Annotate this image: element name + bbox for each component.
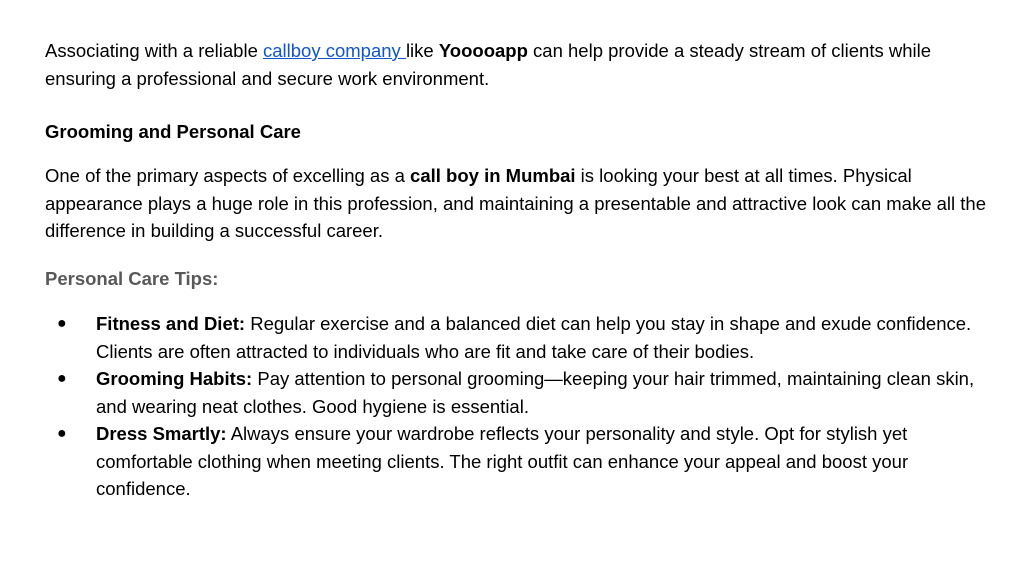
list-item xyxy=(45,365,985,420)
section-heading-grooming: Grooming and Personal Care xyxy=(45,121,301,142)
grooming-paragraph xyxy=(45,162,995,245)
bullet-icon: ● xyxy=(57,425,67,442)
intro-text-start: Associating with a reliable xyxy=(45,40,263,61)
intro-text-like: like xyxy=(405,40,439,61)
tip-title: Fitness and Diet: xyxy=(96,313,246,334)
intro-text-rest: can help provide a steady stream of clients while ensuring a professional and secure work environment. xyxy=(45,40,932,89)
bullet-icon: ● xyxy=(57,370,67,387)
tip-text: Always ensure your wardrobe reflects your personality and style. Opt for stylish yet comfortable clothing when meeting clients. The right outfit can enhance your appeal and boost your confidence. xyxy=(96,423,909,499)
tip-title: Dress Smartly: xyxy=(96,423,227,444)
tip-text: Regular exercise and a balanced diet can help you stay in shape and exude confidence. Clients are often attracted to individuals who are fit and take care of their bodies. xyxy=(96,313,972,362)
grooming-text-rest: is looking your best at all times. Physical appearance plays a huge role in this profession, and maintaining a presentable and attractive look can make all the difference in building a successful career. xyxy=(45,165,987,241)
brand-name: Yooooapp xyxy=(438,40,528,61)
tip-text: Pay attention to personal grooming—keeping your hair trimmed, maintaining clean skin, and wearing neat clothes. Good hygiene is essential. xyxy=(96,368,975,417)
section-heading-tips: Personal Care Tips: xyxy=(45,268,219,289)
personal-care-tips-list xyxy=(45,310,985,503)
list-item xyxy=(45,420,985,503)
list-item xyxy=(45,310,985,365)
intro-paragraph xyxy=(45,37,985,92)
tip-title: Grooming Habits: xyxy=(96,368,253,389)
callboy-company-link[interactable]: callboy company xyxy=(263,40,406,61)
grooming-bold-phrase: call boy in Mumbai xyxy=(410,165,576,186)
grooming-text-start: One of the primary aspects of excelling as a xyxy=(45,165,411,186)
bullet-icon: ● xyxy=(57,315,67,332)
